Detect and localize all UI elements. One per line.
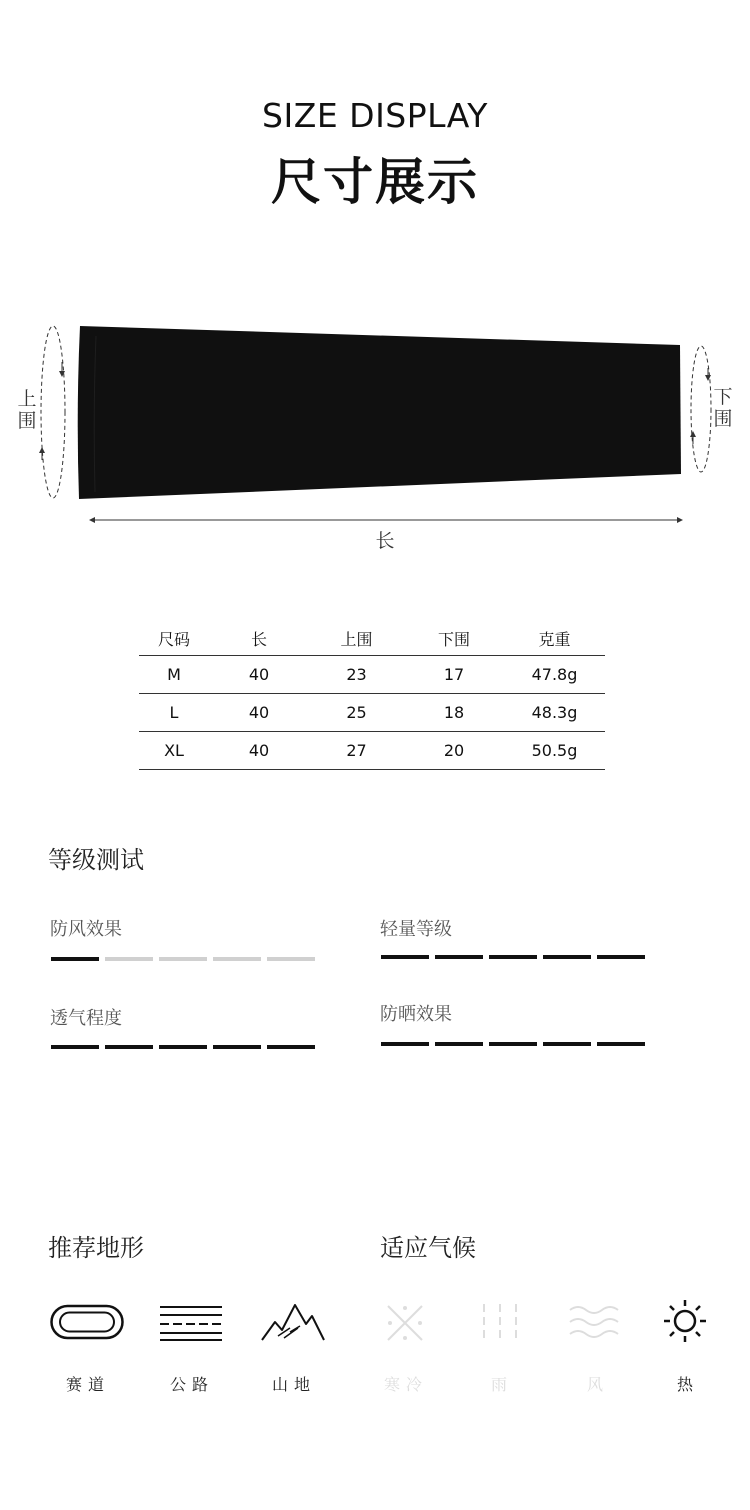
rating-bar [159,957,207,961]
column-header: 下围 [404,622,504,655]
metric-label-lightweight: 轻量等级 [380,919,452,940]
table-cell: 17 [404,655,504,693]
road-icon [158,1302,224,1342]
terrain-label-track: 赛道 [65,1375,110,1394]
terrain-label-mountain: 山地 [271,1375,316,1394]
length-label: 长 [375,530,395,552]
terrain-label-road: 公路 [169,1375,214,1394]
sleeve-shape [78,326,681,499]
table-cell: 40 [209,693,309,731]
metric-label-windproof: 防风效果 [50,919,122,940]
upper-girth-label: 上围 [17,388,37,432]
climate-label-rain: 雨 [490,1375,513,1394]
rating-bar [51,1045,99,1049]
title-english: SIZE DISPLAY [262,96,488,135]
rating-bar [435,1042,483,1046]
sun-icon [662,1298,708,1344]
climate-label-wind: 风 [586,1375,609,1394]
table-cell: 47.8g [504,655,605,693]
table-header-row [139,622,605,655]
rain-icon [478,1302,522,1342]
table-cell: 40 [209,731,309,769]
rating-bar [597,955,645,959]
rating-bars-lightweight [381,955,645,959]
rating-bar [381,955,429,959]
rating-bars-breathability [51,1045,315,1049]
rating-bar [213,1045,261,1049]
metric-label-breathability: 透气程度 [50,1008,122,1029]
rating-bar [543,1042,591,1046]
table-row [139,655,605,693]
table-cell: M [139,655,209,693]
lower-girth-indicator [691,346,711,472]
rating-bar [267,1045,315,1049]
lower-girth-label: 下围 [713,386,733,430]
size-table [139,622,605,770]
rating-bar [159,1045,207,1049]
rating-bar [597,1042,645,1046]
table-cell: L [139,693,209,731]
rating-bar [435,955,483,959]
grade-test-title: 等级测试 [48,846,144,874]
table-row [139,731,605,769]
column-header: 克重 [504,622,605,655]
rating-bar [267,957,315,961]
column-header: 尺码 [139,622,209,655]
rating-bar [489,955,537,959]
climate-label-hot: 热 [676,1375,699,1394]
climate-title: 适应气候 [380,1234,476,1262]
rating-bar [543,955,591,959]
racetrack-icon [50,1302,124,1342]
rating-bar [381,1042,429,1046]
table-row [139,693,605,731]
metric-label-sun-protection: 防晒效果 [380,1004,452,1025]
rating-bar [213,957,261,961]
title-chinese: 尺寸展示 [271,153,479,211]
table-cell: 40 [209,655,309,693]
table-cell: 48.3g [504,693,605,731]
rating-bars-sun-protection [381,1042,645,1046]
column-header: 长 [209,622,309,655]
table-cell: 27 [309,731,404,769]
rating-bars-windproof [51,957,315,961]
table-cell: 50.5g [504,731,605,769]
rating-bar [51,957,99,961]
table-cell: 20 [404,731,504,769]
table-cell: 25 [309,693,404,731]
table-cell: 18 [404,693,504,731]
terrain-title: 推荐地形 [48,1234,144,1262]
upper-girth-indicator [41,326,65,498]
rating-bar [489,1042,537,1046]
snowflake-icon [384,1302,426,1344]
column-header: 上围 [309,622,404,655]
table-cell: XL [139,731,209,769]
table-cell: 23 [309,655,404,693]
rating-bar [105,957,153,961]
wind-icon [568,1302,624,1342]
climate-label-cold: 寒冷 [383,1375,428,1394]
rating-bar [105,1045,153,1049]
mountain-icon [260,1300,326,1344]
